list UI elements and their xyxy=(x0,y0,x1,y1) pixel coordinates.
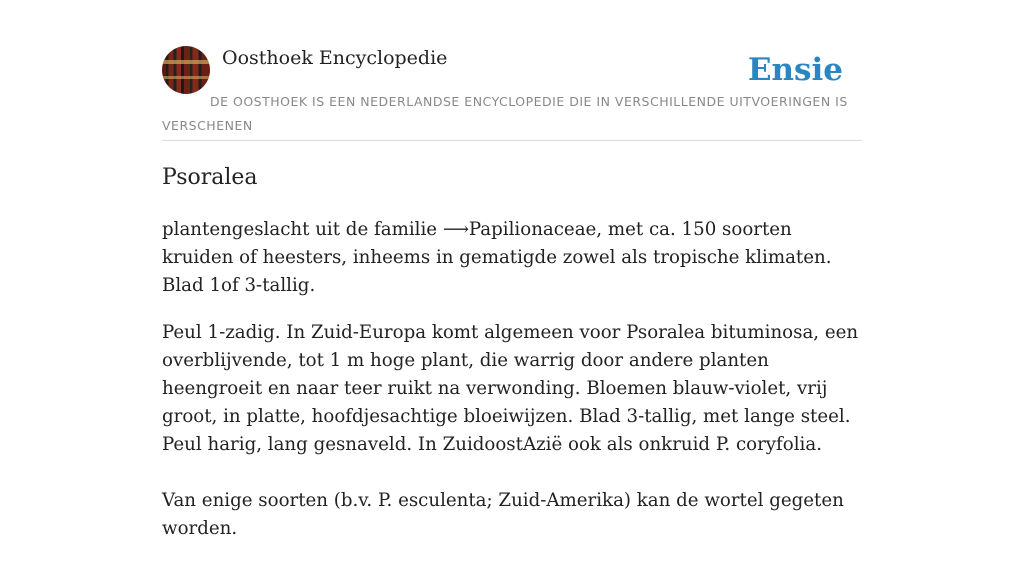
site-subtitle: DE OOSTHOEK IS EEN NEDERLANDSE ENCYCLOPEDIE DIE IN VERSCHILLENDE UITVOERINGEN IS VERSCHENEN xyxy=(162,94,848,133)
entry-content xyxy=(162,216,862,562)
paragraph: plantengeslacht uit de familie ⟶Papilionaceae, met ca. 150 soorten kruiden of heesters, inheems in gematigde zowel als tropische klimaten. Blad 1of 3-tallig. xyxy=(162,219,832,296)
entry-title: Psoralea xyxy=(162,165,258,190)
encyclopedia-avatar[interactable] xyxy=(162,46,210,94)
brand-logo-link[interactable]: Ensie xyxy=(747,52,843,88)
paragraph: Peul 1-zadig. In Zuid-Europa komt algemeen voor Psoralea bituminosa, een overblijvende, tot 1 m hoge plant, die warrig door andere planten heengroeit en naar teer ruikt na verwonding. Bloemen blauw-violet, vrij groot, in platte, hoofdjesachtige bloeiwijzen. Blad 3-tallig, met lange steel. Peul harig, lang gesnaveld. In ZuidoostAzië ook als onkruid P. coryfolia. xyxy=(162,322,859,455)
paragraph: Van enige soorten (b.v. P. esculenta; Zuid-Amerika) kan de wortel gegeten worden. xyxy=(162,490,844,539)
site-title[interactable]: Oosthoek Encyclopedie xyxy=(222,47,448,69)
header xyxy=(162,46,862,141)
